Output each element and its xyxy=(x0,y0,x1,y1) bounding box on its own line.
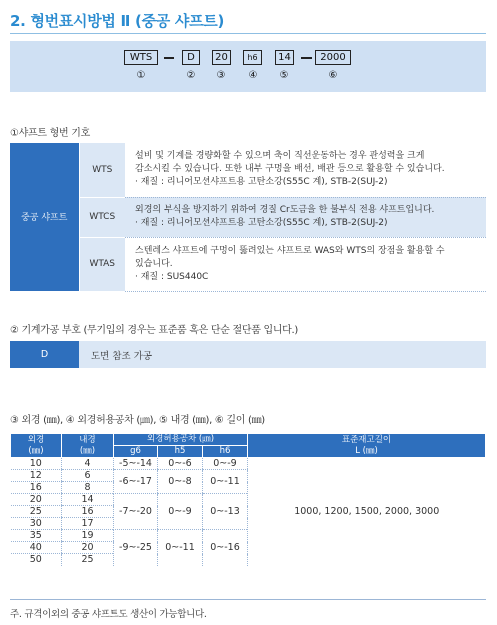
outer-diameter-cell: 35 xyxy=(11,530,62,542)
outer-diameter-cell: 30 xyxy=(11,518,62,530)
description-line: · 재질 : 리니어모션샤프트용 고탄소강(S55C 계), STB-2(SUJ-2) xyxy=(135,177,388,188)
title-divider xyxy=(10,33,486,34)
tolerance-h6-cell: 0~-13 xyxy=(203,494,248,530)
outer-diameter-cell: 10 xyxy=(11,458,62,470)
code-number-4: ④ xyxy=(248,70,258,81)
tolerance-h6-cell: 0~-16 xyxy=(203,530,248,566)
shaft-code-table xyxy=(10,143,486,292)
shaft-description xyxy=(125,197,486,237)
inner-diameter-cell: 20 xyxy=(62,542,114,554)
outer-diameter-cell: 16 xyxy=(11,482,62,494)
machining-description: 도면 참조 가공 xyxy=(79,341,486,368)
description-line: 스텐레스 샤프트에 구멍이 뚫려있는 샤프트로 WAS와 WTS의 장점을 활용할 수 xyxy=(135,245,445,256)
tolerance-g6-cell: -9~-25 xyxy=(114,530,158,566)
code-number-1: ① xyxy=(136,70,146,81)
table-bottom-divider xyxy=(10,599,486,600)
description-line: · 재질 : SUS440C xyxy=(135,271,209,282)
table-row xyxy=(10,237,486,291)
inner-diameter-cell: 4 xyxy=(62,458,114,470)
header-h5: h5 xyxy=(158,446,203,458)
shaft-description xyxy=(125,237,486,291)
outer-diameter-cell: 40 xyxy=(11,542,62,554)
group-label: 중공 샤프트 xyxy=(10,143,79,291)
code-number-5: ⑤ xyxy=(279,70,289,81)
code-box-shaft-type: WTS xyxy=(124,50,158,65)
section-shaft-code-title: ①샤프트 형번 기호 xyxy=(10,128,90,139)
inner-diameter-cell: 19 xyxy=(62,530,114,542)
tolerance-h5-cell: 0~-11 xyxy=(158,530,203,566)
code-number-3: ③ xyxy=(216,70,226,81)
shaft-code: WTCS xyxy=(79,197,125,237)
table-row xyxy=(10,197,486,237)
section-machining-title: ② 기계가공 부호 (무기입의 경우는 표준품 혹은 단순 절단품 입니다.) xyxy=(10,325,299,336)
table-row xyxy=(10,143,486,197)
header-g6: g6 xyxy=(114,446,158,458)
tolerance-g6-cell: -7~-20 xyxy=(114,494,158,530)
part-number-diagram xyxy=(10,41,486,92)
code-box-length: 2000 xyxy=(315,50,351,65)
code-box-machining: D xyxy=(182,50,200,65)
header-h6: h6 xyxy=(203,446,248,458)
outer-diameter-cell: 50 xyxy=(29,554,42,566)
tolerance-h6-cell: 0~-9 xyxy=(203,458,248,470)
code-box-inner-diameter: 14 xyxy=(275,50,294,65)
inner-diameter-cell: 25 xyxy=(62,554,114,566)
description-line: 설비 및 기계를 경량화할 수 있으며 축이 직선운동하는 경우 관성력을 크게 xyxy=(135,151,425,162)
tolerance-h6-cell: 0~-11 xyxy=(203,470,248,494)
section-dimensions-title: ③ 외경 (㎜), ④ 외경허용공차 (㎛), ⑤ 내경 (㎜), ⑥ 길이 (㎜) xyxy=(10,415,265,426)
description-line: 있습니다. xyxy=(135,258,173,269)
description-line: 외경의 부식을 방지하기 위하여 경질 Cr도금을 한 불부식 전용 샤프트입니다. xyxy=(135,205,435,215)
dimension-table xyxy=(10,433,486,566)
description-line: · 재질 : 리니어모션샤프트용 고탄소강(S55C 계), STB-2(SUJ-2) xyxy=(135,218,388,228)
tolerance-h5-cell: 0~-6 xyxy=(158,458,203,470)
code-number-6: ⑥ xyxy=(328,70,338,81)
outer-diameter-cell: 25 xyxy=(11,506,62,518)
header-tolerance: 외경허용공차 (㎛) xyxy=(114,434,248,446)
machining-code: D xyxy=(10,341,79,368)
shaft-code: WTS xyxy=(79,143,125,197)
inner-diameter-cell: 16 xyxy=(62,506,114,518)
code-dash xyxy=(164,57,174,59)
footnote: 주. 규격이외의 중공 샤프트도 생산이 가능합니다. xyxy=(10,609,207,620)
shaft-description xyxy=(125,143,486,197)
header-row xyxy=(11,434,486,446)
inner-diameter-cell: 14 xyxy=(62,494,114,506)
header-outer-diameter: 외경 (㎜) xyxy=(11,434,62,458)
inner-diameter-cell: 6 xyxy=(62,470,114,482)
outer-diameter-cell: 12 xyxy=(11,470,62,482)
shaft-code: WTAS xyxy=(79,237,125,291)
code-dash xyxy=(301,57,312,59)
tolerance-g6-cell: -5~-14 xyxy=(114,458,158,470)
machining-code-table xyxy=(10,341,486,368)
page-title: 2. 형번표시방법 Ⅱ (중공 샤프트) xyxy=(10,12,225,30)
tolerance-h5-cell: 0~-8 xyxy=(158,470,203,494)
standard-lengths-cell: 1000, 1200, 1500, 2000, 3000 xyxy=(248,458,486,566)
inner-diameter-cell: 17 xyxy=(62,518,114,530)
code-box-outer-diameter: 20 xyxy=(212,50,231,65)
code-number-2: ② xyxy=(186,70,196,81)
header-inner-diameter: 내경 (㎜) xyxy=(62,434,114,458)
tolerance-g6-cell: -6~-17 xyxy=(114,470,158,494)
description-line: 감소시킬 수 있습니다. 또한 내부 구멍을 배선, 배관 등으로 활용할 수 있습니다. xyxy=(135,164,445,175)
outer-diameter-cell: 20 xyxy=(11,494,62,506)
header-length: 표준재고길이 L (㎜) xyxy=(248,434,486,458)
inner-diameter-cell: 8 xyxy=(62,482,114,494)
code-box-tolerance: h6 xyxy=(243,50,262,65)
tolerance-h5-cell: 0~-9 xyxy=(158,494,203,530)
table-row xyxy=(11,458,486,470)
